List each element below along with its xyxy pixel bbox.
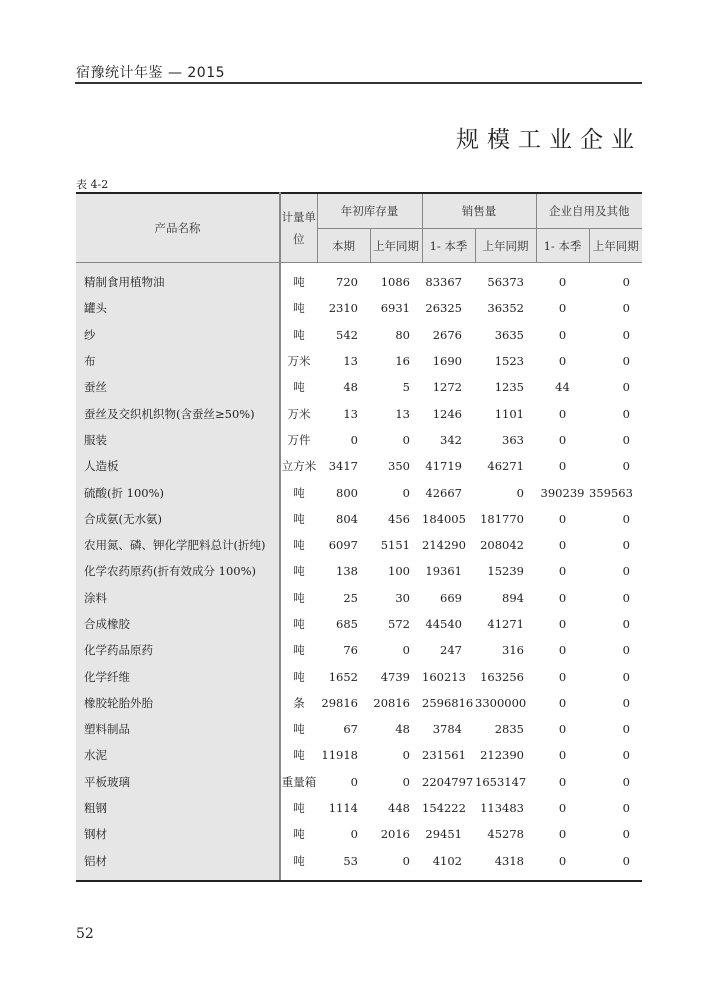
self-use-prev-year-cell: 0 (622, 827, 630, 842)
header-rule (75, 82, 642, 84)
inventory-current-cell: 2310 (328, 301, 358, 316)
sales-ytd-cell: 1272 (432, 380, 462, 395)
unit-cell: 吨 (293, 590, 305, 605)
unit-cell: 吨 (293, 827, 305, 842)
sales-ytd-cell: 231561 (422, 748, 466, 763)
unit-cell: 吨 (280, 848, 317, 881)
inventory-prev-year-cell: 0 (402, 643, 410, 658)
self-use-prev-year-cell: 0 (622, 801, 630, 816)
inventory-current-cell: 720 (336, 275, 358, 290)
self-use-ytd-cell: 0 (558, 669, 567, 684)
self-use-ytd-cell: 44 (555, 380, 570, 395)
table-row (76, 611, 642, 637)
header-group-inventory: 年初库存量 (317, 193, 422, 229)
self-use-ytd-cell: 0 (558, 564, 567, 579)
header-unit: 计量单位 (280, 193, 317, 263)
header-self-use-prev-year: 上年同期 (589, 229, 642, 263)
inventory-current-cell: 53 (317, 848, 370, 881)
table-row (76, 263, 642, 296)
sales-ytd-cell: 2676 (432, 327, 462, 342)
sales-ytd-cell: 247 (440, 643, 462, 658)
header-group-sales: 销售量 (422, 193, 536, 229)
inventory-prev-year-cell: 0 (402, 748, 410, 763)
inventory-prev-year-cell: 20816 (373, 695, 410, 710)
product-name-cell: 精制食用植物油 (76, 263, 280, 296)
self-use-ytd-cell: 0 (558, 301, 567, 316)
sales-prev-year-cell: 4318 (475, 848, 536, 881)
inventory-prev-year-cell: 0 (402, 774, 410, 789)
inventory-prev-year-cell: 0 (402, 432, 410, 447)
inventory-prev-year-cell: 100 (388, 564, 410, 579)
inventory-prev-year-cell: 2016 (380, 827, 410, 842)
product-name-cell: 合成橡胶 (76, 611, 280, 637)
table-row (76, 506, 642, 532)
inventory-prev-year-cell: 6931 (380, 301, 410, 316)
self-use-prev-year-cell: 0 (622, 354, 630, 369)
inventory-current-cell: 3417 (328, 459, 358, 474)
header-inventory-current: 本期 (317, 229, 370, 263)
self-use-prev-year-cell: 0 (622, 432, 630, 447)
sales-prev-year-cell: 3635 (494, 327, 524, 342)
unit-cell: 立方米 (281, 459, 317, 474)
self-use-ytd-cell: 0 (558, 406, 567, 421)
inventory-prev-year-cell: 1086 (380, 275, 410, 290)
inventory-prev-year-cell: 80 (395, 327, 410, 342)
table-row (76, 848, 642, 881)
self-use-ytd-cell: 0 (558, 459, 567, 474)
self-use-prev-year-cell: 0 (622, 327, 630, 342)
self-use-ytd-cell: 0 (558, 354, 567, 369)
sales-prev-year-cell: 56373 (487, 275, 524, 290)
inventory-prev-year-cell: 13 (395, 406, 410, 421)
sales-ytd-cell: 44540 (425, 617, 462, 631)
product-name-cell: 蚕丝 (76, 374, 280, 400)
table-row (76, 348, 642, 374)
inventory-current-cell: 804 (336, 511, 358, 526)
sales-ytd-cell: 214290 (422, 538, 466, 553)
inventory-current-cell: 48 (343, 380, 358, 395)
table-row (76, 795, 642, 821)
table-row (76, 453, 642, 479)
self-use-ytd-cell: 0 (558, 327, 567, 342)
sales-ytd-cell: 29451 (425, 827, 462, 842)
header-sales-prev-year: 上年同期 (475, 229, 536, 263)
inventory-current-cell: 1114 (328, 801, 358, 816)
inventory-prev-year-cell: 4739 (380, 669, 410, 684)
unit-cell: 吨 (293, 485, 305, 500)
table-row (76, 690, 642, 716)
header-self-use-ytd: 1- 本季 (536, 229, 589, 263)
inventory-prev-year-cell: 572 (388, 617, 410, 631)
self-use-ytd-cell: 0 (558, 511, 567, 526)
header-sales-ytd: 1- 本季 (422, 229, 475, 263)
self-use-ytd-cell: 0 (558, 827, 567, 842)
self-use-ytd-cell: 0 (558, 748, 567, 763)
table-row (76, 400, 642, 426)
sales-ytd-cell: 26325 (425, 301, 462, 316)
product-name-cell: 硫酸(折 100%) (76, 479, 280, 505)
sales-prev-year-cell: 36352 (487, 301, 524, 316)
self-use-ytd-cell: 0 (558, 538, 567, 553)
inventory-current-cell: 6097 (328, 538, 358, 553)
inventory-current-cell: 138 (336, 564, 358, 579)
sales-prev-year-cell: 1653147 (475, 774, 527, 789)
product-name-cell: 粗钢 (76, 795, 280, 821)
product-name-cell: 塑料制品 (76, 716, 280, 742)
unit-cell: 万米 (287, 354, 311, 369)
sales-prev-year-cell: 41271 (487, 617, 524, 631)
self-use-prev-year-cell: 0 (622, 774, 630, 789)
table-row (76, 742, 642, 768)
self-use-prev-year-cell: 0 (622, 564, 630, 579)
unit-cell: 吨 (293, 669, 305, 684)
self-use-ytd-cell: 0 (558, 722, 567, 737)
self-use-prev-year-cell: 0 (622, 722, 630, 737)
self-use-prev-year-cell: 0 (622, 617, 630, 631)
sales-ytd-cell: 184005 (422, 511, 466, 526)
self-use-prev-year-cell: 359563 (589, 485, 633, 500)
table-row (76, 821, 642, 847)
inventory-prev-year-cell: 16 (395, 354, 410, 369)
self-use-ytd-cell: 0 (558, 801, 567, 816)
header-inventory-prev-year: 上年同期 (370, 229, 422, 263)
inventory-current-cell: 0 (350, 827, 358, 842)
self-use-prev-year-cell: 0 (622, 669, 630, 684)
sales-prev-year-cell: 208042 (480, 538, 524, 553)
table-row (76, 716, 642, 742)
sales-prev-year-cell: 1235 (494, 380, 524, 395)
inventory-current-cell: 0 (350, 432, 358, 447)
table-row (76, 637, 642, 663)
table-row (76, 769, 642, 795)
inventory-prev-year-cell: 48 (395, 722, 410, 737)
product-name-cell: 化学药品原药 (76, 637, 280, 663)
table-row (76, 663, 642, 689)
sales-ytd-cell: 154222 (422, 801, 466, 816)
self-use-prev-year-cell: 0 (622, 459, 630, 474)
self-use-prev-year-cell: 0 (622, 275, 630, 290)
table-row (76, 558, 642, 584)
self-use-prev-year-cell: 0 (622, 380, 630, 395)
self-use-prev-year-cell: 0 (622, 406, 630, 421)
inventory-prev-year-cell: 5151 (380, 538, 410, 553)
product-name-cell: 罐头 (76, 295, 280, 321)
self-use-prev-year-cell: 0 (622, 301, 630, 316)
sales-ytd-cell: 1246 (432, 406, 462, 421)
product-name-cell: 涂料 (76, 585, 280, 611)
data-table (76, 192, 642, 882)
page-number: 52 (76, 926, 94, 942)
sales-prev-year-cell: 0 (516, 485, 524, 500)
sales-prev-year-cell: 1523 (494, 354, 524, 369)
table-row (76, 532, 642, 558)
inventory-current-cell: 542 (336, 327, 358, 342)
inventory-current-cell: 800 (336, 485, 358, 500)
inventory-prev-year-cell: 5 (402, 380, 410, 395)
product-name-cell: 钢材 (76, 821, 280, 847)
unit-cell: 吨 (293, 275, 305, 290)
table-row (76, 374, 642, 400)
self-use-ytd-cell: 390239 (540, 485, 585, 500)
inventory-current-cell: 0 (350, 774, 358, 789)
sales-prev-year-cell: 45278 (487, 827, 524, 842)
sales-ytd-cell: 2596816 (422, 695, 474, 710)
sales-prev-year-cell: 363 (502, 432, 524, 447)
self-use-prev-year-cell: 0 (622, 748, 630, 763)
inventory-current-cell: 13 (343, 354, 358, 369)
sales-ytd-cell: 19361 (425, 564, 462, 579)
unit-cell: 吨 (293, 327, 305, 342)
unit-cell: 吨 (293, 538, 305, 553)
sales-ytd-cell: 2204797 (422, 774, 474, 789)
table-row (76, 479, 642, 505)
sales-prev-year-cell: 3300000 (475, 695, 527, 710)
self-use-prev-year-cell: 0 (622, 643, 630, 658)
sales-ytd-cell: 342 (440, 432, 462, 447)
sales-ytd-cell: 3784 (432, 722, 462, 737)
product-name-cell: 纱 (76, 322, 280, 348)
self-use-prev-year-cell: 0 (622, 590, 630, 605)
unit-cell: 吨 (293, 722, 305, 737)
self-use-prev-year-cell: 0 (622, 538, 630, 553)
chapter-title: 规模工业企业 (456, 127, 642, 153)
unit-cell: 万米 (287, 406, 311, 421)
sales-prev-year-cell: 894 (502, 590, 524, 605)
self-use-ytd-cell: 0 (558, 275, 567, 290)
product-name-cell: 蚕丝及交织机织物(含蚕丝≥50%) (76, 400, 280, 426)
table-row (76, 427, 642, 453)
inventory-current-cell: 67 (343, 722, 358, 737)
sales-prev-year-cell: 163256 (480, 669, 524, 684)
sales-prev-year-cell: 15239 (487, 564, 524, 579)
inventory-prev-year-cell: 350 (388, 459, 410, 474)
inventory-current-cell: 1652 (328, 669, 358, 684)
self-use-prev-year-cell: 0 (622, 695, 630, 710)
unit-cell: 吨 (293, 748, 305, 763)
header-product-name: 产品名称 (76, 193, 280, 263)
product-name-cell: 平板玻璃 (76, 769, 280, 795)
unit-cell: 条 (293, 695, 305, 710)
sales-ytd-cell: 1690 (432, 354, 462, 369)
unit-cell: 吨 (293, 301, 305, 316)
sales-prev-year-cell: 113483 (480, 801, 524, 816)
inventory-current-cell: 685 (336, 617, 358, 631)
inventory-prev-year-cell: 30 (395, 590, 410, 605)
self-use-ytd-cell: 0 (558, 695, 567, 710)
self-use-ytd-cell: 0 (558, 643, 567, 658)
table-label: 表 4-2 (76, 178, 109, 191)
sales-ytd-cell: 83367 (425, 275, 462, 290)
header-group-self-use: 企业自用及其他 (536, 193, 642, 229)
product-name-cell: 农用氮、磷、钾化学肥料总计(折纯) (76, 532, 280, 558)
unit-cell: 万件 (287, 432, 311, 447)
self-use-ytd-cell: 0 (536, 848, 589, 881)
table-row (76, 322, 642, 348)
product-name-cell: 铝材 (76, 848, 280, 881)
unit-cell: 吨 (293, 801, 305, 816)
inventory-prev-year-cell: 456 (388, 511, 410, 526)
self-use-ytd-cell: 0 (558, 774, 567, 789)
inventory-prev-year-cell: 0 (402, 485, 410, 500)
sales-prev-year-cell: 46271 (487, 459, 524, 474)
product-name-cell: 水泥 (76, 742, 280, 768)
sales-prev-year-cell: 1101 (494, 406, 524, 421)
sales-ytd-cell: 42667 (425, 485, 462, 500)
sales-ytd-cell: 41719 (425, 459, 462, 474)
inventory-prev-year-cell: 0 (370, 848, 422, 881)
inventory-current-cell: 29816 (321, 695, 358, 710)
inventory-current-cell: 13 (343, 406, 358, 421)
sales-ytd-cell: 669 (440, 590, 462, 605)
sales-ytd-cell: 4102 (422, 848, 475, 881)
self-use-ytd-cell: 0 (558, 432, 567, 447)
self-use-prev-year-cell: 0 (622, 511, 630, 526)
sales-prev-year-cell: 2835 (494, 722, 524, 737)
product-name-cell: 化学纤维 (76, 663, 280, 689)
unit-cell: 吨 (293, 511, 305, 526)
self-use-ytd-cell: 0 (558, 617, 567, 631)
running-title: 宿豫统计年鉴 — 2015 (76, 65, 226, 81)
product-name-cell: 橡胶轮胎外胎 (76, 690, 280, 716)
product-name-cell: 合成氨(无水氨) (76, 506, 280, 532)
unit-cell: 吨 (293, 564, 305, 579)
product-name-cell: 服装 (76, 427, 280, 453)
inventory-prev-year-cell: 448 (388, 801, 410, 816)
product-name-cell: 人造板 (76, 453, 280, 479)
sales-prev-year-cell: 212390 (480, 748, 524, 763)
table-row (76, 585, 642, 611)
unit-cell: 吨 (293, 643, 305, 658)
unit-cell: 吨 (293, 617, 305, 631)
product-name-cell: 化学农药原药(折有效成分 100%) (76, 558, 280, 584)
inventory-current-cell: 76 (343, 643, 358, 658)
inventory-current-cell: 11918 (321, 748, 358, 763)
inventory-current-cell: 25 (343, 590, 358, 605)
self-use-prev-year-cell: 0 (589, 848, 642, 881)
sales-ytd-cell: 160213 (422, 669, 466, 684)
unit-cell: 重量箱 (281, 774, 317, 789)
self-use-ytd-cell: 0 (558, 590, 567, 605)
product-name-cell: 布 (76, 348, 280, 374)
table-row (76, 295, 642, 321)
sales-prev-year-cell: 181770 (480, 511, 524, 526)
unit-cell: 吨 (293, 380, 305, 395)
sales-prev-year-cell: 316 (502, 643, 524, 658)
